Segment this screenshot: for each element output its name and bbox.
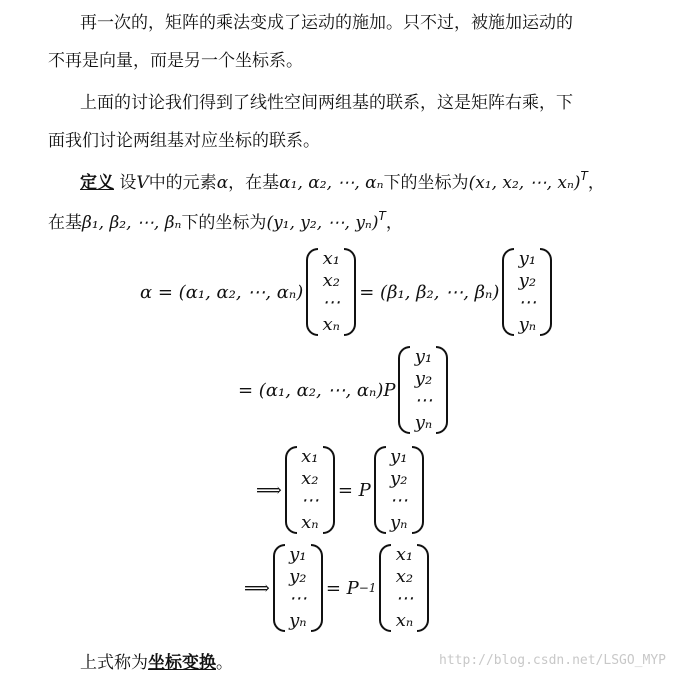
definition-text-5: ，	[587, 173, 605, 193]
y1: y₁	[289, 544, 307, 565]
x-dots: ⋯	[300, 490, 319, 511]
yn: yₙ	[414, 412, 433, 433]
y-dots: ⋯	[389, 490, 408, 511]
inverse-exponent: −1	[358, 581, 377, 595]
space-V: V	[136, 173, 149, 193]
x-column-vector-3	[285, 446, 335, 534]
paragraph-1-line-1: 再一次的，矩阵的乘法变成了运动的施加。只不过，被施加运动的	[80, 13, 573, 33]
paragraph-2-line-2: 面我们讨论两组基对应坐标的联系。	[48, 131, 320, 151]
eq1-lhs: α = (α₁, α₂, ⋯, αₙ)	[140, 281, 304, 303]
definition-text-6: 下的坐标为	[181, 213, 267, 233]
definition-text-2: 中的元素	[148, 173, 217, 193]
y1: y₁	[414, 346, 433, 367]
x2: x₂	[395, 566, 414, 587]
x-column-vector-4	[379, 544, 429, 632]
y1: y₁	[518, 248, 537, 269]
definition-line-2	[48, 208, 403, 233]
x-column-vector-1	[306, 248, 356, 336]
equation-1	[140, 248, 555, 336]
y-column-vector-1	[502, 248, 552, 336]
yn: yₙ	[289, 610, 307, 631]
x1: x₁	[301, 446, 319, 467]
transpose-T-2: T	[378, 209, 386, 223]
closing-term: 坐标变换	[148, 653, 216, 673]
definition-text-3: ，在基	[228, 173, 280, 193]
y1: y₁	[390, 446, 408, 467]
paragraph-1-line-2: 不再是向量，而是另一个坐标系。	[48, 51, 303, 71]
definition-line2-pre: 在基	[48, 213, 82, 233]
eq1-mid: = (β₁, β₂, ⋯, βₙ)	[359, 281, 500, 303]
y-coordinates: (y₁, y₂, ⋯, yₙ)	[266, 213, 379, 233]
closing-line	[80, 648, 233, 673]
y-column-vector-4	[273, 544, 323, 632]
implies-arrow-1: ⟹	[256, 479, 282, 501]
definition-label: 定义	[80, 173, 114, 193]
closing-pre: 上式称为	[80, 653, 148, 673]
yn: yₙ	[518, 314, 537, 335]
x2: x₂	[322, 270, 340, 291]
y-column-vector-2	[398, 346, 448, 434]
definition-text-4: 下的坐标为	[383, 173, 469, 193]
definition-line-1	[80, 168, 605, 193]
xn: xₙ	[395, 610, 414, 631]
paragraph-2-line-1: 上面的讨论我们得到了线性空间两组基的联系，这是矩阵右乘，下	[80, 93, 573, 113]
x-dots: ⋯	[322, 292, 341, 313]
y2: y₂	[390, 468, 408, 489]
y2: y₂	[289, 566, 307, 587]
y-dots: ⋯	[414, 390, 433, 411]
basis-alpha-list: α₁, α₂, ⋯, αₙ	[279, 173, 384, 193]
watermark: http://blog.csdn.net/LSGO_MYP	[439, 653, 666, 668]
xn: xₙ	[301, 512, 319, 533]
y-column-vector-3	[374, 446, 424, 534]
yn: yₙ	[390, 512, 408, 533]
eq3-mid: = P	[337, 479, 371, 501]
x1: x₁	[322, 248, 340, 269]
element-alpha: α	[216, 173, 229, 193]
x-coordinates: (x₁, x₂, ⋯, xₙ)	[468, 173, 581, 193]
xn: xₙ	[322, 314, 340, 335]
equation-4	[244, 544, 432, 632]
definition-text-7: ，	[385, 213, 403, 233]
transpose-T-1: T	[580, 169, 588, 183]
equation-2	[238, 346, 451, 434]
basis-beta-list: β₁, β₂, ⋯, βₙ	[82, 213, 182, 233]
x-dots: ⋯	[395, 588, 414, 609]
y-dots: ⋯	[518, 292, 537, 313]
x1: x₁	[395, 544, 414, 565]
x2: x₂	[301, 468, 319, 489]
implies-arrow-2: ⟹	[244, 577, 270, 599]
y2: y₂	[414, 368, 433, 389]
definition-text-1: 设	[119, 173, 137, 193]
y2: y₂	[518, 270, 537, 291]
eq4-mid: = P	[325, 577, 359, 599]
equation-3	[256, 446, 427, 534]
eq2-lhs: = (α₁, α₂, ⋯, αₙ)P	[238, 379, 396, 401]
closing-post: 。	[216, 653, 233, 673]
y-dots: ⋯	[288, 588, 307, 609]
